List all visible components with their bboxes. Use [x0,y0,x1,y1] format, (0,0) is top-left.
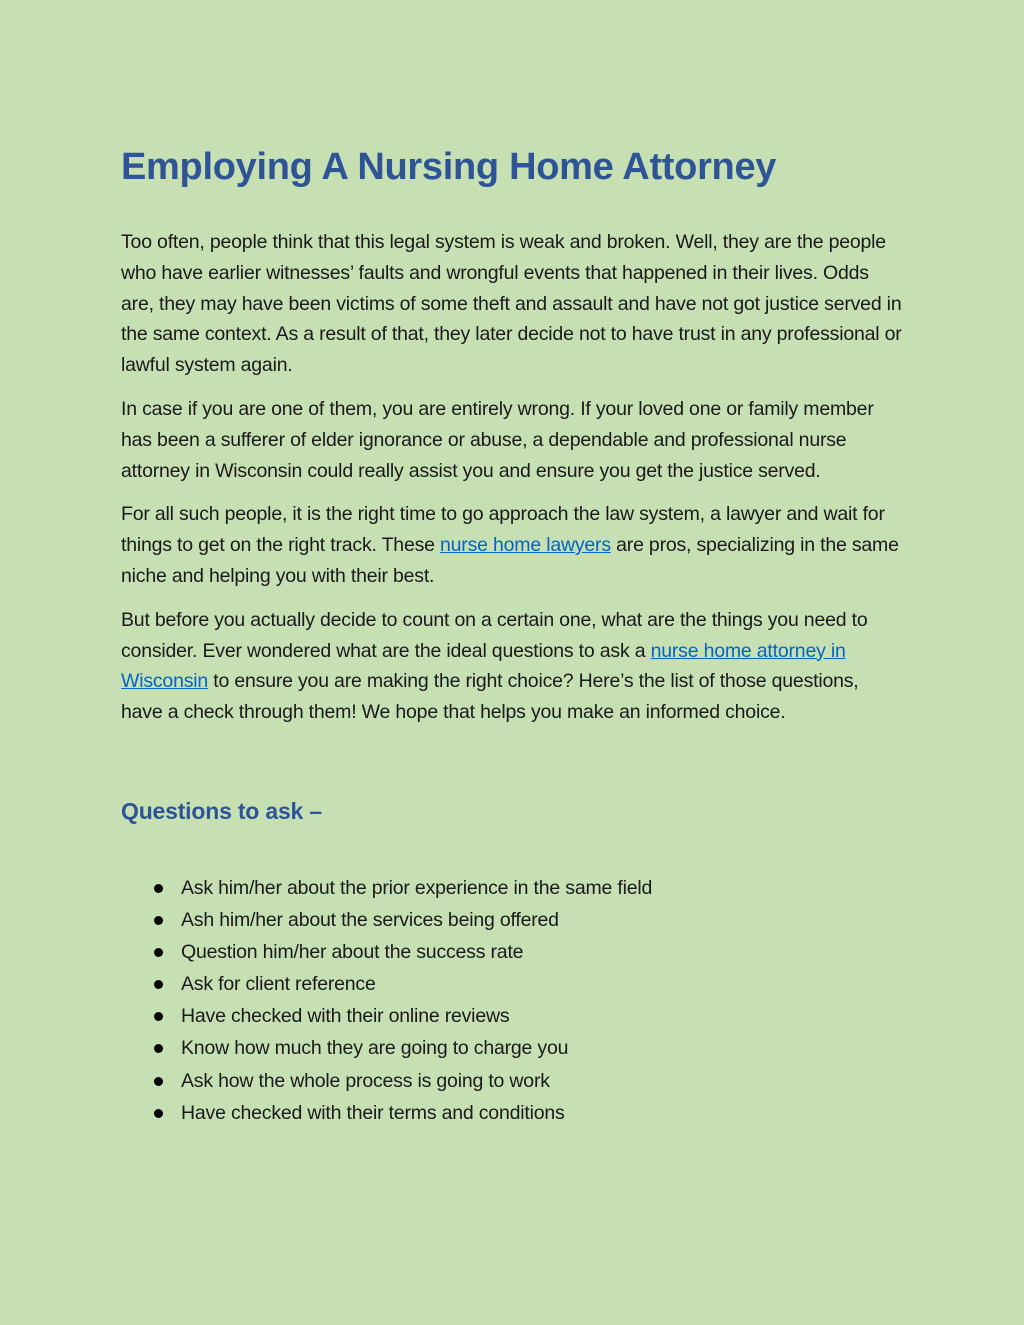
list-item-text: Question him/her about the success rate [181,941,524,964]
list-item [121,1000,904,1032]
paragraph-questions-intro [121,605,904,728]
bullet-icon [154,884,163,893]
section-heading-questions: Questions to ask – [121,797,322,824]
list-item [121,1032,904,1064]
list-item-text: Ask him/her about the prior experience in the same field [181,876,653,899]
bullet-icon [154,1044,163,1053]
bullet-icon [154,916,163,925]
page-title: Employing A Nursing Home Attorney [121,146,777,188]
list-item-text: Ash him/her about the services being offered [181,909,559,932]
list-item-text: Ask for client reference [181,973,376,996]
paragraph-text: But before you actually decide to count on a certain one, what are the things you need to consider. Ever wondered what are the ideal questions to ask a [121,608,868,662]
list-item-text: Ask how the whole process is going to work [181,1069,550,1092]
list-item-text: Know how much they are going to charge you [181,1037,569,1060]
list-item-text: Have checked with their terms and conditions [181,1101,565,1124]
paragraph-law-system [121,499,904,591]
nurse-home-lawyers-link[interactable]: nurse home lawyers [440,534,611,557]
list-item [121,936,904,968]
paragraph-intro [121,227,904,381]
list-item [121,904,904,936]
bullet-icon [154,980,163,989]
bullet-icon [154,1109,163,1118]
bullet-icon [154,1012,163,1021]
bullet-icon [154,1077,163,1086]
nurse-home-attorney-wisconsin-link[interactable]: nurse home attorney in Wisconsin [121,639,846,693]
list-item [121,872,904,904]
paragraph-text: For all such people, it is the right time to go approach the law system, a lawyer and wait for things to get on the right track. These [121,503,885,557]
paragraph-text: are pros, specializing in the same niche and helping you with their best. [121,534,899,587]
questions-list [121,872,904,1129]
bullet-icon [154,948,163,957]
list-item [121,1097,904,1129]
list-item [121,968,904,1000]
paragraph-loved-one [121,394,904,486]
list-item-text: Have checked with their online reviews [181,1005,510,1028]
paragraph-text: to ensure you are making the right choice? Here’s the list of those questions, have a check through them! We hope that helps you make an informed choice. [121,670,859,724]
list-item [121,1065,904,1097]
paragraph-text: In case if you are one of them, you are entirely wrong. If your loved one or family member has been a sufferer of elder ignorance or abuse, a dependable and professional nurse attorney in Wisconsin could really assist you and ensure you get the justice served. [121,397,874,482]
paragraph-text: Too often, people think that this legal system is weak and broken. Well, they are the people who have earlier witnesses’ faults and wrongful events that happened in their lives. Odds are, they may have been victims of some theft and assault and have not got justice served in the same context. As a result of that, they later decide not to have trust in any professional or lawful system again. [121,231,902,377]
